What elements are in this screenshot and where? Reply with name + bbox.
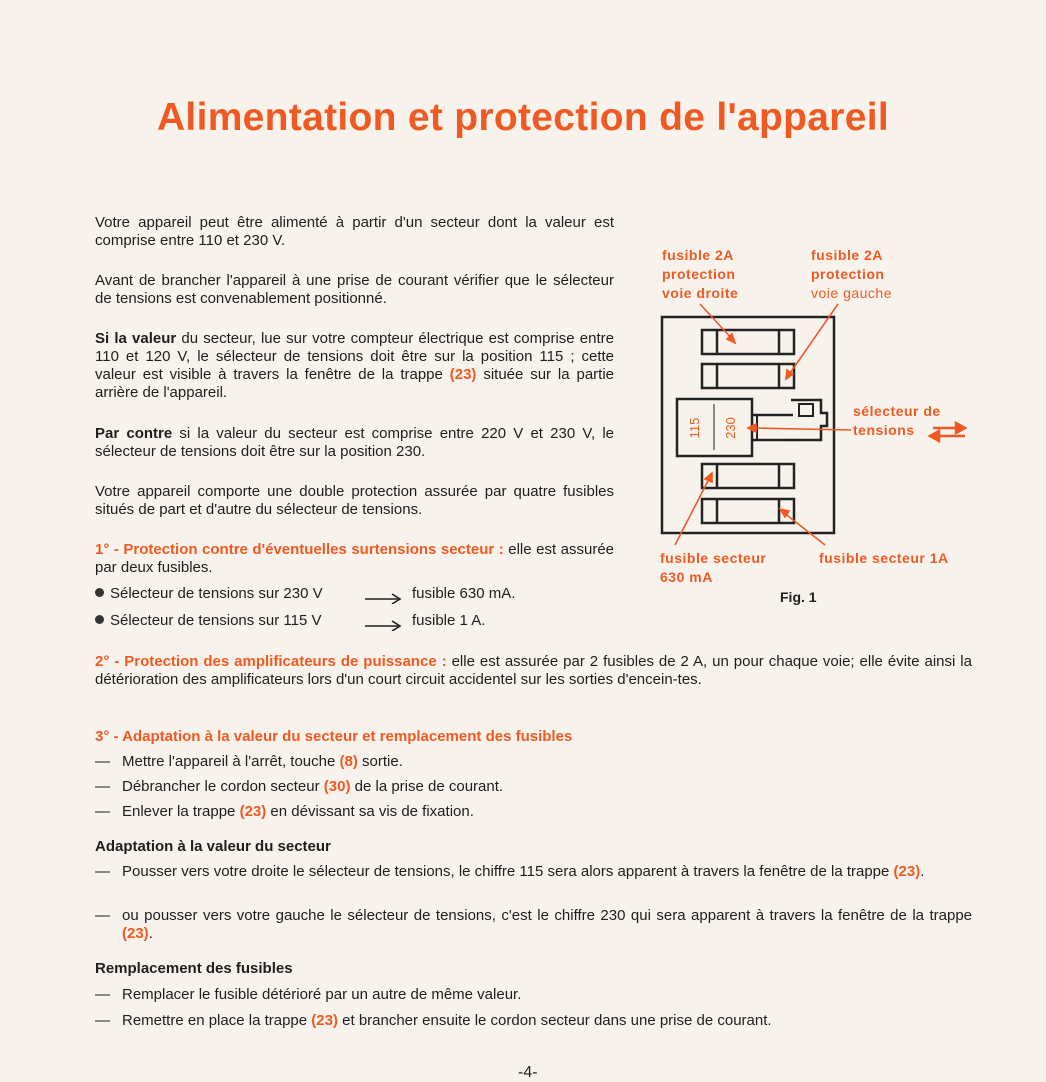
intro-paragraph-2: Avant de brancher l'appareil à une prise de courant vérifier que le sélecteur de tensions est convenablement positionné. <box>95 272 614 307</box>
fuse-diagram <box>655 300 975 550</box>
item-ref: (23) <box>893 863 921 880</box>
fig-label-line: fusible secteur <box>660 550 767 566</box>
page-number: -4- <box>518 1064 538 1081</box>
item-text: . <box>920 863 925 880</box>
list-item <box>95 907 972 943</box>
para-par-lead: Par contre <box>95 425 173 442</box>
dash-icon: — <box>95 907 110 924</box>
para-par-text: si la valeur du secteur est comprise entre 220 V et 230 V, le sélecteur de tensions doit être sur la position 230. <box>95 425 614 460</box>
item-text: Remettre en place la trappe <box>122 1012 312 1029</box>
para-double-protection: Votre appareil comporte une double protection assurée par quatre fusibles situés de part et d'autre du sélecteur de tensions. <box>95 483 614 518</box>
item-text: Remplacer le fusible détérioré par un autre de même valeur. <box>122 986 522 1003</box>
list-item <box>95 863 972 881</box>
item-text: de la prise de courant. <box>350 778 504 795</box>
para-si-la-valeur <box>95 330 614 402</box>
section-2-heading: 2° - Protection des amplificateurs de puissance : <box>95 653 447 670</box>
para-si-lead: Si la valeur <box>95 330 177 347</box>
item-ref: (23) <box>311 1012 338 1029</box>
fig-label-mains-fuse-1a: fusible secteur 1A <box>819 550 949 566</box>
figure-caption: Fig. 1 <box>780 589 817 605</box>
section-1 <box>95 541 614 577</box>
item-text: et brancher ensuite le cordon secteur dans une prise de courant. <box>337 1012 772 1029</box>
bullet-dot-icon <box>95 588 104 597</box>
list-item <box>95 986 521 1004</box>
double-arrow-icon <box>930 423 965 441</box>
item-ref: (8) <box>339 753 358 770</box>
item-text: Mettre l'appareil à l'arrêt, touche <box>122 753 340 770</box>
list-item <box>95 753 403 771</box>
arrow-right-icon <box>364 590 404 604</box>
selector-230-label: 230 <box>723 417 738 439</box>
section-1-heading: 1° - Protection contre d'éventuelles surtensions secteur : <box>95 541 504 558</box>
arrow-right-icon <box>364 617 404 631</box>
fuse-bottom-1 <box>702 464 794 488</box>
dash-icon: — <box>95 986 110 1003</box>
item-ref: (30) <box>323 778 351 795</box>
item-text: sortie. <box>357 753 403 770</box>
item-text: . <box>148 925 153 942</box>
fig-label-line: protection <box>662 266 736 282</box>
item-text: en dévissant sa vis de fixation. <box>266 803 474 820</box>
page-title: Alimentation et protection de l'appareil <box>156 96 890 139</box>
item-text: ou pousser vers votre gauche le sélecteur de tensions, c'est le chiffre 230 qui sera apparent à travers la fenêtre de la trappe <box>122 907 972 924</box>
item-text: Pousser vers votre droite le sélecteur de tensions, le chiffre 115 sera alors apparent à travers la fenêtre de la trappe <box>122 863 894 880</box>
fig-label-fuse-right-channel <box>662 246 738 303</box>
dash-icon: — <box>95 1012 110 1029</box>
para-si-text2: située sur la partie arrière de l'appareil. <box>95 366 614 401</box>
dash-icon: — <box>95 778 110 795</box>
section-3-heading: 3° - Adaptation à la valeur du secteur et remplacement des fusibles <box>95 728 573 745</box>
item-text <box>122 863 972 881</box>
ref-23: (23) <box>449 366 477 383</box>
dash-icon: — <box>95 753 110 770</box>
fig-label-line: fusible 2A <box>662 247 734 263</box>
fig-label-line: tensions <box>853 422 915 438</box>
fig-label-line: voie gauche <box>811 285 893 301</box>
bullet-115-right: fusible 1 A. <box>412 612 486 629</box>
dash-icon: — <box>95 863 110 880</box>
dash-icon: — <box>95 803 110 820</box>
fig-label-fuse-left-channel <box>811 246 892 303</box>
fig-label-line: fusible 2A <box>811 247 883 263</box>
fig-label-mains-fuse-630 <box>660 549 766 587</box>
bullet-dot-icon <box>95 615 104 624</box>
bullet-115-left: Sélecteur de tensions sur 115 V <box>110 612 322 629</box>
bullet-115 <box>95 612 322 630</box>
item-ref: (23) <box>239 803 267 820</box>
fig-label-line: protection <box>811 266 885 282</box>
para-par-contre <box>95 425 614 461</box>
list-item <box>95 1012 772 1030</box>
item-ref: (23) <box>122 925 149 942</box>
selector-slider <box>752 400 827 440</box>
list-item <box>95 803 474 821</box>
intro-paragraph-1: Votre appareil peut être alimenté à partir d'un secteur dont la valeur est comprise entre 110 et 230 V. <box>95 214 614 249</box>
para-si-text1: du secteur, lue sur votre compteur électrique est comprise entre 110 et 120 V, le sélecteur de tensions doit être sur la position 115 ; cette valeur est visible à travers la fenêtre de la trappe <box>95 330 614 383</box>
bullet-230 <box>95 585 323 603</box>
selector-115-label: 115 <box>687 417 702 439</box>
bullet-230-right: fusible 630 mA. <box>412 585 516 602</box>
section-1-text: elle est assurée par deux fusibles. <box>95 541 615 576</box>
fig-label-line: voie droite <box>662 285 739 301</box>
fuse-bottom-2 <box>702 499 794 523</box>
fig-label-line: 630 mA <box>660 569 713 585</box>
list-item <box>95 778 503 796</box>
section-2 <box>95 653 972 689</box>
fig-label-line: sélecteur de <box>853 403 941 419</box>
item-text: Enlever la trappe <box>122 803 240 820</box>
section-2-text: elle est assurée par 2 fusibles de 2 A, un pour chaque voie; elle évite ainsi la détérioration des amplificateurs lors d'un court circuit accidentel sur les sorties d'encein-tes. <box>95 653 972 688</box>
item-text <box>122 907 972 943</box>
fuse-top-2 <box>702 364 794 388</box>
item-text: Débrancher le cordon secteur <box>122 778 324 795</box>
fuse-top-1 <box>702 330 794 354</box>
adaptation-heading: Adaptation à la valeur du secteur <box>95 838 331 855</box>
remplacement-heading: Remplacement des fusibles <box>95 960 293 977</box>
bullet-230-left: Sélecteur de tensions sur 230 V <box>110 585 323 602</box>
